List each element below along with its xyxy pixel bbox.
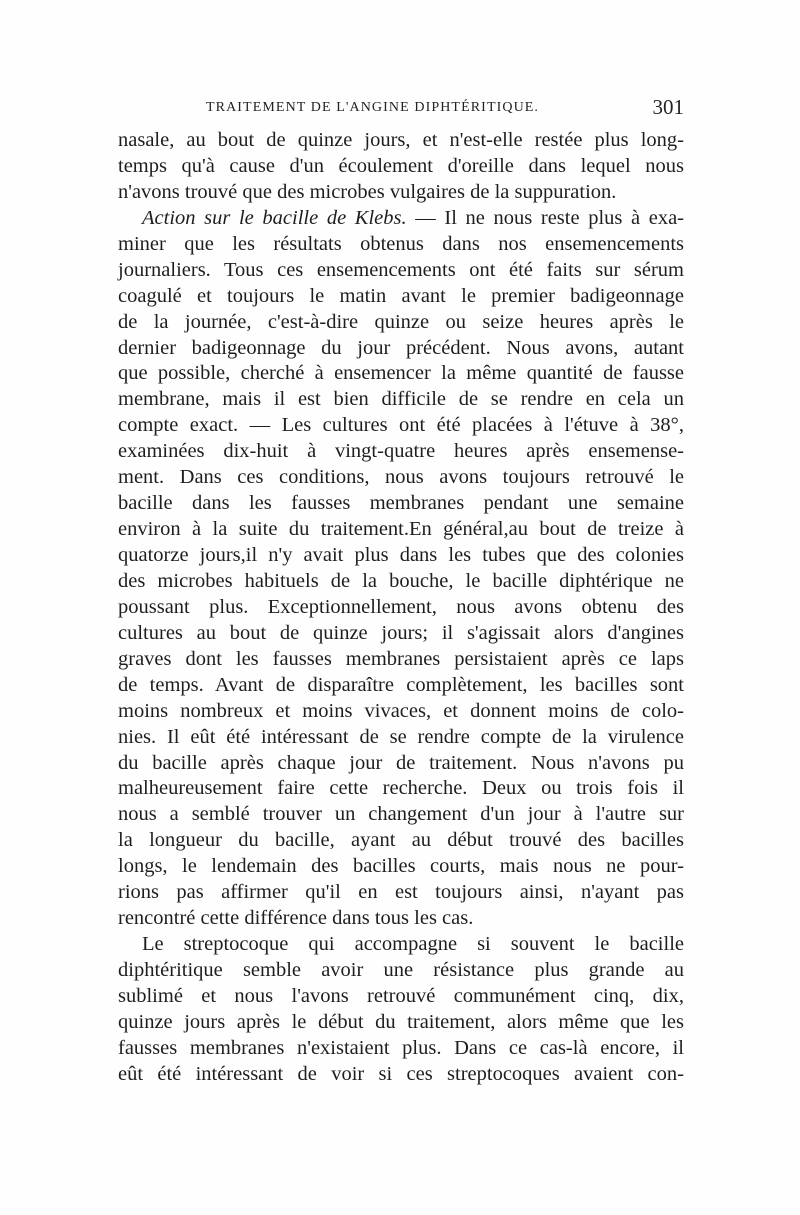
text-line: Le streptocoque qui accompagne si souvent le bacille xyxy=(142,933,684,956)
text-line: quatorze jours,il n'y avait plus dans les tubes que des colonies xyxy=(118,544,684,566)
running-title: TRAITEMENT DE L'ANGINE DIPHTÉRITIQUE. xyxy=(206,100,540,115)
section-lead: Action sur le bacille de Klebs. xyxy=(142,206,407,229)
text-line: journaliers. Tous ces ensemencements ont été faits sur sérum xyxy=(118,258,684,281)
text-line: graves dont les fausses membranes persistaient après ce laps xyxy=(118,647,684,670)
text-line: membrane, mais il est bien difficile de se rendre en cela un xyxy=(118,388,684,411)
text-line: fausses membranes n'existaient plus. Dans ce cas-là encore, il xyxy=(118,1036,684,1059)
text-line-continuation: — Il ne nous reste plus à exa- xyxy=(406,206,685,229)
text-line: la longueur du bacille, ayant au début trouvé des bacilles xyxy=(118,829,684,852)
page-number: 301 xyxy=(652,95,684,119)
text-line: de la journée, c'est-à-dire quinze ou seize heures après le xyxy=(118,310,684,333)
text-line: ment. Dans ces conditions, nous avons toujours retrouvé le xyxy=(118,466,684,489)
text-line: cultures au bout de quinze jours; il s'agissait alors d'angines xyxy=(118,621,684,644)
text-line: moins nombreux et moins vivaces, et donnent moins de colo- xyxy=(118,699,684,722)
text-line: miner que les résultats obtenus dans nos ensemencements xyxy=(118,232,684,255)
text-line: sublimé et nous l'avons retrouvé communément cinq, dix, xyxy=(118,984,684,1007)
text-line: environ à la suite du traitement.En général,au bout de treize à xyxy=(118,518,684,541)
text-line: rions pas affirmer qu'il en est toujours ainsi, n'ayant pas xyxy=(118,881,684,904)
text-line: temps qu'à cause d'un écoulement d'oreille dans lequel nous xyxy=(118,154,684,177)
text-line: nasale, au bout de quinze jours, et n'est-elle restée plus long- xyxy=(118,129,684,151)
text-line: examinées dix-huit à vingt-quatre heures après ensemense- xyxy=(118,440,684,463)
text-line: n'avons trouvé que des microbes vulgaires de la suppuration. xyxy=(118,180,617,203)
text-line: rencontré cette différence dans tous les cas. xyxy=(118,907,474,930)
text-line: nous a semblé trouver un changement d'un jour à l'autre sur xyxy=(118,803,684,826)
text-line: du bacille après chaque jour de traitement. Nous n'avons pu xyxy=(118,751,684,774)
text-line: nies. Il eût été intéressant de se rendre compte de la virulence xyxy=(118,725,684,748)
running-header xyxy=(118,95,684,124)
text-line: eût été intéressant de voir si ces streptocoques avaient con- xyxy=(118,1062,684,1085)
text-line: poussant plus. Exceptionnellement, nous avons obtenu des xyxy=(118,595,684,618)
text-line: des microbes habituels de la bouche, le bacille diphtérique ne xyxy=(118,569,684,592)
body-text xyxy=(118,128,684,1088)
text-line: malheureusement faire cette recherche. Deux ou trois fois il xyxy=(118,777,684,800)
text-line: dernier badigeonnage du jour précédent. Nous avons, autant xyxy=(118,336,684,359)
text-line: bacille dans les fausses membranes pendant une semaine xyxy=(118,492,684,515)
text-line: coagulé et toujours le matin avant le premier badigeonnage xyxy=(118,284,684,307)
text-line: longs, le lendemain des bacilles courts, mais nous ne pour- xyxy=(118,855,684,878)
text-line: quinze jours après le début du traitement, alors même que les xyxy=(118,1010,684,1033)
text-line xyxy=(118,206,684,232)
text-line: compte exact. — Les cultures ont été placées à l'étuve à 38°, xyxy=(118,414,684,437)
text-line: que possible, cherché à ensemencer la même quantité de fausse xyxy=(118,362,684,385)
text-line: de temps. Avant de disparaître complètement, les bacilles sont xyxy=(118,673,684,696)
text-line: diphtéritique semble avoir une résistance plus grande au xyxy=(118,959,684,981)
